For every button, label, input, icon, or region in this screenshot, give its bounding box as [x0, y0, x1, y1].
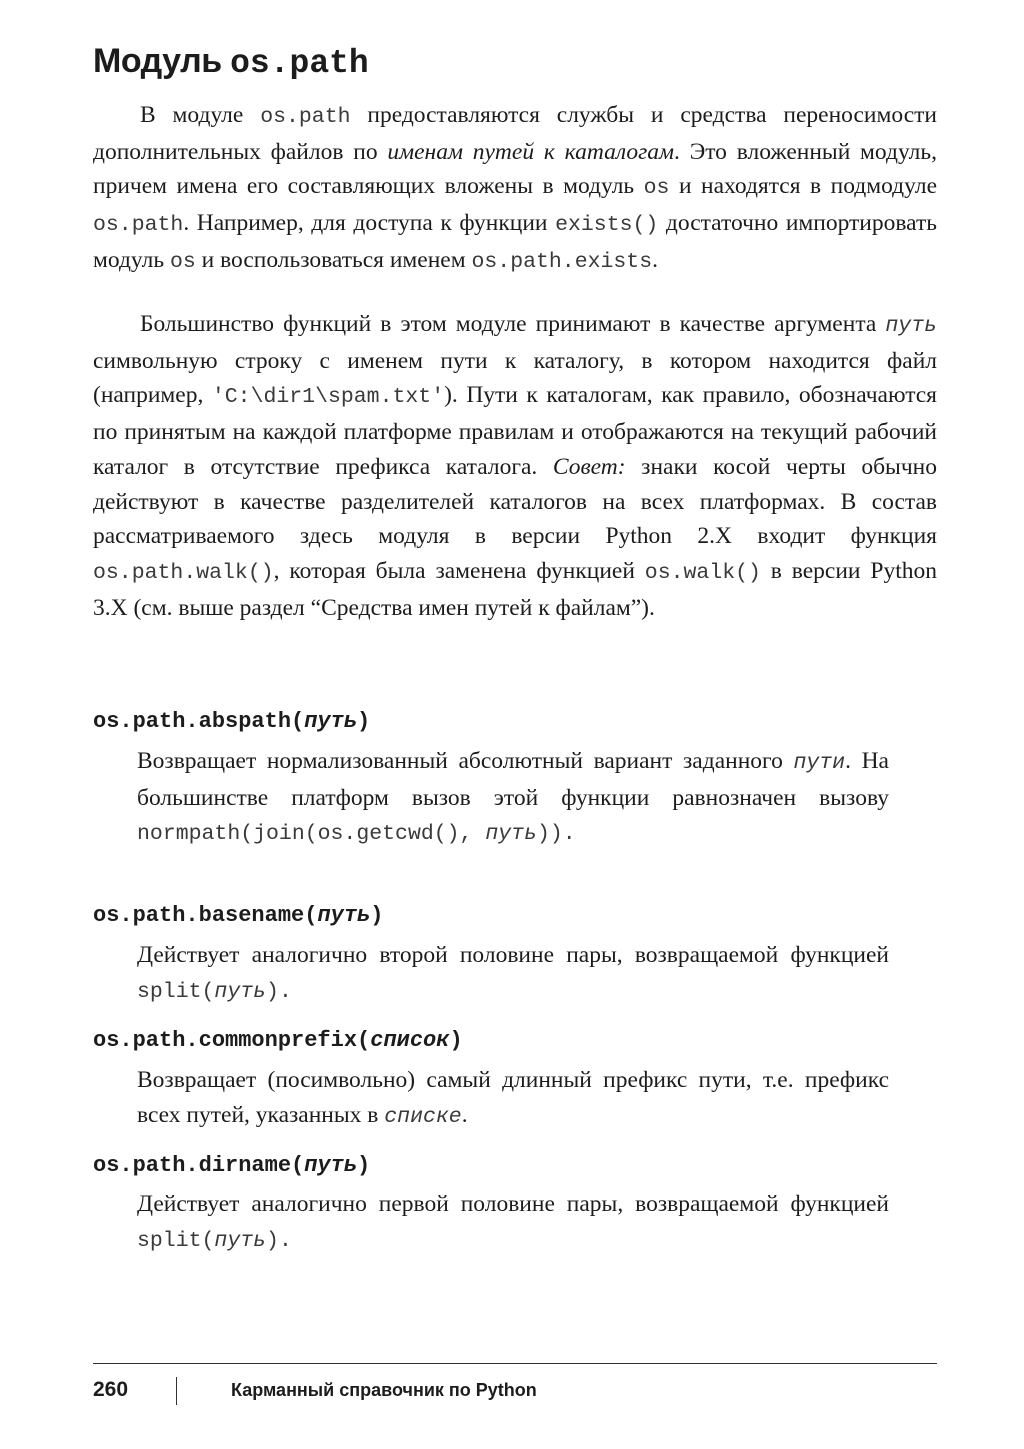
function-paren: ): [357, 709, 371, 734]
inline-code-arg: пути: [793, 751, 846, 775]
text-run: Возвращает (посимвольно) самый длинный префикс пути, т.е. префикс всех путей, указанных в: [137, 1067, 889, 1128]
text-run: символьную строку с именем пути к каталогу, в котором находится файл (например,: [93, 347, 937, 409]
entry-heading-basename: [93, 901, 383, 931]
function-paren: ): [357, 1153, 371, 1178]
text-run: достаточно импортировать модуль: [93, 210, 937, 273]
page-number: 260: [93, 1378, 129, 1401]
function-arg: путь: [304, 1153, 358, 1178]
inline-code: 'C:\dir1\spam.txt': [211, 385, 445, 410]
inline-code: normpath(join(os.getcwd(),: [137, 822, 486, 847]
text-run: .: [461, 1101, 468, 1128]
text-run: .: [278, 1228, 292, 1253]
text-run: . Это вложенный модуль, причем имена его составляющих вложены в модуль: [93, 138, 937, 200]
entry-heading-commonprefix: [93, 1026, 463, 1056]
text-run: . На большинстве платформ вызов этой функции равнозначен вызову: [137, 748, 889, 811]
inline-code: split(: [137, 979, 215, 1004]
paths-paragraph: [93, 307, 937, 625]
text-run: Большинство функций в этом модуле принимают в качестве аргумента: [140, 311, 886, 337]
text-run: .: [278, 979, 292, 1004]
intro-paragraph: [93, 98, 937, 280]
text-run: и находятся в подмодуле: [669, 173, 937, 200]
entry-description-abspath: [137, 744, 889, 852]
inline-code: )): [536, 822, 563, 847]
inline-code-arg: путь: [214, 979, 267, 1004]
text-run: .: [652, 246, 658, 273]
text-run: . Например, для доступа к функции: [183, 210, 556, 237]
text-run: В модуле: [140, 102, 261, 128]
function-name: os.path.commonprefix(: [93, 1028, 371, 1053]
italic-term: именам путей к каталогам: [387, 138, 675, 165]
text-run: и воспользоваться именем: [195, 246, 472, 273]
text-run: .: [562, 822, 576, 847]
function-name: os.path.dirname(: [93, 1153, 305, 1178]
inline-code: ): [266, 1228, 279, 1253]
running-footer-title: Карманный справочник по Python: [231, 1380, 537, 1400]
inline-code: os.path: [93, 213, 184, 238]
page-title-code: os.path: [230, 45, 369, 82]
page-title: [93, 38, 369, 87]
entry-heading-abspath: [93, 707, 370, 737]
inline-code-arg: путь: [485, 822, 537, 847]
text-run: знаки косой черты обычно действуют в качестве разделителей каталогов на всех платформах. В состав рассматриваемого здесь модуля в версии Python 2.X входит функция: [93, 453, 937, 550]
entry-description-commonprefix: [137, 1063, 889, 1134]
footer-separator: [176, 1377, 177, 1405]
function-arg: путь: [317, 903, 371, 928]
inline-code: os.path: [260, 105, 351, 129]
function-arg: путь: [304, 709, 358, 734]
inline-code: split(: [137, 1228, 215, 1253]
inline-code: os: [643, 176, 670, 201]
function-name: os.path.basename(: [93, 903, 318, 928]
inline-code: os.path.walk(): [93, 560, 274, 585]
text-run: в версии Python 3.X (см. выше раздел “Средства имен путей к файлам”).: [93, 557, 937, 621]
entry-description-dirname: [137, 1187, 889, 1258]
function-paren: ): [449, 1028, 463, 1053]
entry-heading-dirname: [93, 1151, 370, 1181]
text-run: предоставляются службы и средства переносимости дополнительных файлов по: [93, 102, 937, 165]
inline-code: os.walk(): [644, 560, 761, 585]
inline-code: ): [266, 979, 279, 1004]
text-run: Действует аналогично первой половине пары, возвращаемой функцией: [137, 1191, 889, 1217]
inline-code: exists(): [555, 213, 659, 238]
page-title-word: Модуль: [93, 42, 222, 80]
entry-description-basename: [137, 938, 889, 1009]
inline-code-arg: путь: [885, 314, 937, 338]
text-run: ). Пути к каталогам, как правило, обозначаются по принятым на каждой платформе правилам и отображаются на текущий рабочий каталог в отсутствие префикса каталога.: [93, 382, 937, 480]
tip-label: Совет:: [552, 453, 626, 480]
function-name: os.path.abspath(: [93, 709, 305, 734]
text-run: Возвращает нормализованный абсолютный вариант заданного: [137, 748, 794, 774]
text-run: , которая была заменена функцией: [273, 557, 645, 584]
inline-code-arg: списке: [384, 1104, 462, 1129]
function-paren: ): [370, 903, 384, 928]
function-arg: список: [370, 1028, 450, 1053]
inline-code-arg: путь: [214, 1228, 267, 1253]
footer-rule: [93, 1363, 937, 1364]
inline-code: os.path.exists: [471, 249, 653, 274]
inline-code: os: [169, 249, 196, 274]
text-run: Действует аналогично второй половине пары, возвращаемой функцией: [137, 942, 889, 968]
